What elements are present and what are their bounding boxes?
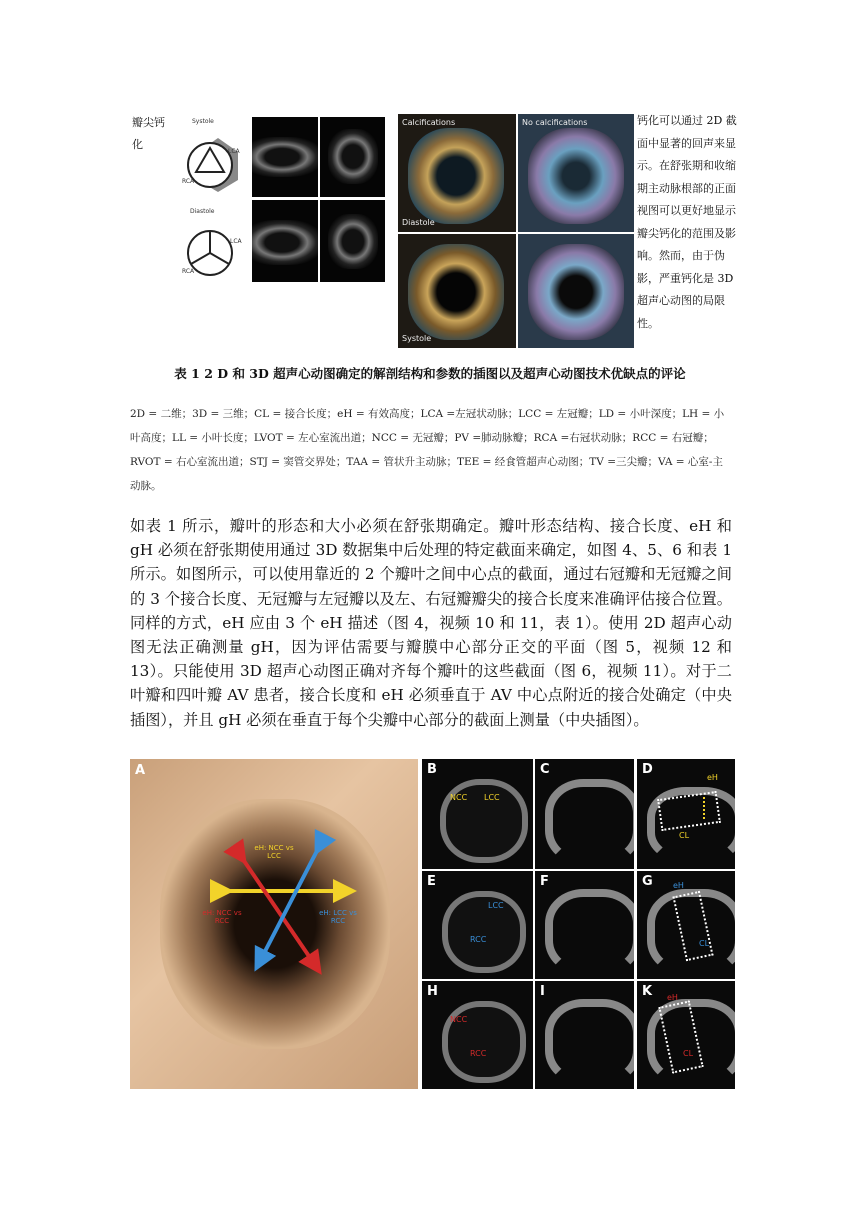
ncc-label-h: NCC	[450, 1015, 468, 1024]
side-label-calcification: 瓣尖钙化	[132, 116, 165, 151]
eh-label-k: eH	[667, 993, 678, 1002]
3d-no-calcifications-systole	[518, 234, 634, 348]
abbreviation-list: 2D = 二维；3D = 三维；CL = 接合长度；eH = 有效高度；LCA =左冠状动脉；LCC = 左冠瓣；LD = 小叶深度；LH = 小叶高度；LL = 小叶长度；LVOT = 左心室流出道；NCC = 无冠瓣；PV =肺动脉瓣；RCA =右冠状动脉；RCC = 右冠瓣；RVOT = 右心室流出道；STJ = 窦管交界处；TAA = 管状升主动脉；TEE = 经食管超声心动图；TV =三尖瓣；VA = 心室-主动脉。	[130, 408, 725, 492]
lcc-label: LCC	[484, 793, 500, 802]
diastole-3d-label: Diastole	[402, 218, 435, 227]
panel-c	[535, 759, 634, 869]
panel-g-letter: G	[642, 874, 653, 889]
systole-valve-drawing	[178, 130, 248, 200]
ncc-label: NCC	[450, 793, 468, 802]
3d-no-calcifications-diastole	[518, 114, 634, 232]
echo-image-1	[252, 117, 318, 197]
rcc-label-e: RCC	[470, 935, 487, 944]
panel-b-letter: B	[427, 762, 437, 777]
systole-3d-label: Systole	[402, 334, 432, 343]
echo-image-2	[320, 117, 385, 197]
lca-label: LCA	[228, 148, 240, 155]
lcc-label-e: LCC	[488, 901, 504, 910]
panel-c-letter: C	[540, 762, 550, 777]
echo-image-4	[320, 200, 385, 282]
diastole-label: Diastole	[190, 208, 215, 215]
diastole-valve-drawing	[178, 218, 248, 288]
panel-b	[422, 759, 533, 869]
body-paragraph: 如表 1 所示，瓣叶的形态和大小必须在舒张期确定。瓣叶形态结构、接合长度、eH 和 gH 必须在舒张期使用通过 3D 数据集中后处理的特定截面来确定，如图 4、5、6 和表 1 所示。如图所示，可以使用靠近的 2 个瓣叶之间中心点的截面，通过右冠瓣和无冠瓣之间的 3 个接合长度、无冠瓣与左冠瓣以及左、右冠瓣瓣尖的接合长度来准确评估接合位置。同样的方式，eH 应由 3 个 eH 描述（图 4，视频 10 和 11，表 1）。使用 2D 超声心动图无法正确测量 gH，因为评估需要与瓣膜中心部分正交的平面（图 5，视频 12 和 13）。只能使用 3D 超声心动图正确对齐每个瓣叶的这些截面（图 6，视频 11）。对于二叶瓣和四叶瓣 AV 患者，接合长度和 eH 必须垂直于 AV 中心点附近的接合处确定（中央插图），并且 gH 必须在垂直于每个尖瓣中心部分的截面上测量（中央插图）。	[130, 517, 732, 729]
eh-lcc-rcc-label: eH: LCC vs RCC	[319, 909, 357, 925]
panel-i-letter: I	[540, 984, 545, 999]
panel-k-letter: K	[642, 984, 653, 999]
3d-calcifications-systole	[398, 234, 516, 348]
panel-h-letter: H	[427, 984, 438, 999]
panel-d-letter: D	[642, 762, 653, 777]
systole-label: Systole	[192, 118, 214, 125]
no-calcifications-label: No calcifications	[522, 118, 588, 127]
panel-h	[422, 981, 533, 1089]
panel-e-letter: E	[427, 874, 436, 889]
rca-label: RCA	[182, 178, 195, 185]
panel-g	[637, 871, 735, 979]
3d-calcifications-diastole	[398, 114, 516, 232]
lca-label-2: LCA	[230, 238, 242, 245]
panel-f	[535, 871, 634, 979]
echo-image-3	[252, 200, 318, 282]
panel-a-letter: A	[135, 763, 146, 778]
calcifications-label: Calcifications	[402, 118, 456, 127]
eh-label: eH	[707, 773, 718, 782]
panel-a-3d-view	[130, 759, 418, 1089]
panel-a-arrows	[130, 759, 418, 1089]
eh-label-g: eH	[673, 881, 684, 890]
eh-ncc-lcc-label: eH: NCC vs LCC	[254, 844, 294, 860]
panel-e	[422, 871, 533, 979]
cl-label: CL	[679, 831, 690, 840]
rcc-label-h: RCC	[470, 1049, 487, 1058]
valve-schematic	[178, 118, 248, 288]
cl-label-g: CL	[699, 939, 710, 948]
cl-label-k: CL	[683, 1049, 694, 1058]
panel-f-letter: F	[540, 874, 549, 889]
eh-ncc-rcc-label: eH: NCC vs RCC	[202, 909, 242, 925]
table-caption: 表 1 2 D 和 3D 超声心动图确定的解剖结构和参数的插图以及超声心动图技术优缺点的评论	[174, 366, 686, 381]
panel-k	[637, 981, 735, 1089]
panel-d	[637, 759, 735, 869]
rca-label-2: RCA	[182, 268, 195, 275]
side-description: 钙化可以通过 2D 截面中显著的回声来显示。在舒张期和收缩期主动脉根部的正面视图可以更好地显示瓣尖钙化的范围及影响。然而，由于伪影，严重钙化是 3D 超声心动图的局限性。	[637, 114, 737, 330]
panel-i	[535, 981, 634, 1089]
